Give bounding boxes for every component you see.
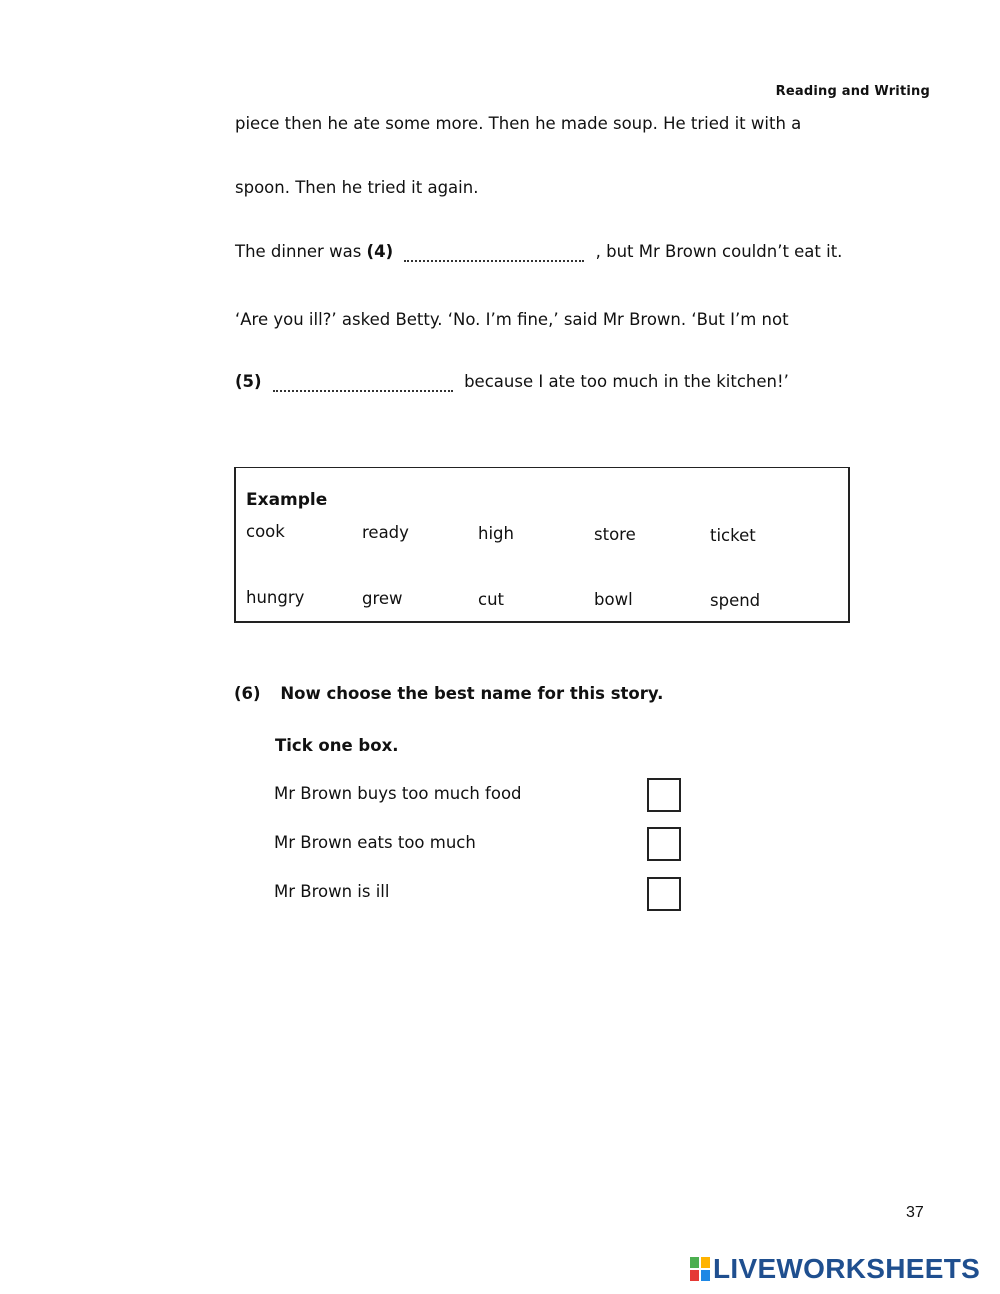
liveworksheets-logo-icon bbox=[690, 1257, 710, 1281]
word-bank-item: ticket bbox=[710, 526, 756, 545]
story-line-1: piece then he ate some more. Then he made soup. He tried it with a bbox=[235, 114, 802, 133]
option-label-3: Mr Brown is ill bbox=[274, 882, 390, 901]
question-6-number: (6) bbox=[234, 684, 261, 703]
option-checkbox-3[interactable] bbox=[647, 877, 681, 911]
word-bank-item: store bbox=[594, 525, 636, 544]
word-bank-item: high bbox=[478, 524, 514, 543]
word-bank-item: cook bbox=[246, 522, 285, 541]
question-6-text: Now choose the best name for this story. bbox=[280, 684, 664, 703]
brand-name: LIVEWORKSHEETS bbox=[713, 1253, 981, 1284]
liveworksheets-brand bbox=[690, 1252, 980, 1286]
option-label-1: Mr Brown buys too much food bbox=[274, 784, 522, 803]
story-line-5 bbox=[235, 372, 789, 392]
option-checkbox-1[interactable] bbox=[647, 778, 681, 812]
option-checkbox-2[interactable] bbox=[647, 827, 681, 861]
page-number: 37 bbox=[906, 1204, 924, 1221]
word-bank-item: spend bbox=[710, 591, 761, 610]
story-line-4: ‘Are you ill?’ asked Betty. ‘No. I’m fine,’ said Mr Brown. ‘But I’m not bbox=[235, 310, 789, 329]
story-line-3-start: The dinner was bbox=[235, 242, 362, 261]
word-bank-item: cut bbox=[478, 590, 504, 609]
word-bank-item: bowl bbox=[594, 590, 633, 609]
word-bank-item: ready bbox=[362, 523, 409, 542]
gap-4-number: (4) bbox=[366, 242, 394, 261]
story-line-2: spoon. Then he tried it again. bbox=[235, 178, 479, 197]
word-bank-box bbox=[234, 467, 850, 623]
option-label-2: Mr Brown eats too much bbox=[274, 833, 476, 852]
question-6 bbox=[234, 684, 663, 703]
story-line-5-end: because I ate too much in the kitchen!’ bbox=[464, 372, 789, 391]
tick-instruction: Tick one box. bbox=[275, 736, 399, 755]
word-bank-item: grew bbox=[362, 589, 403, 608]
section-header: Reading and Writing bbox=[775, 84, 930, 99]
story-line-3-end: , but Mr Brown couldn’t eat it. bbox=[595, 242, 843, 261]
story-line-3 bbox=[235, 242, 842, 262]
gap-5-number: (5) bbox=[235, 372, 262, 391]
word-bank-item: hungry bbox=[246, 588, 305, 607]
gap-5-answer-input[interactable] bbox=[273, 376, 453, 392]
gap-4-answer-input[interactable] bbox=[404, 246, 584, 262]
word-bank-title: Example bbox=[246, 490, 328, 510]
